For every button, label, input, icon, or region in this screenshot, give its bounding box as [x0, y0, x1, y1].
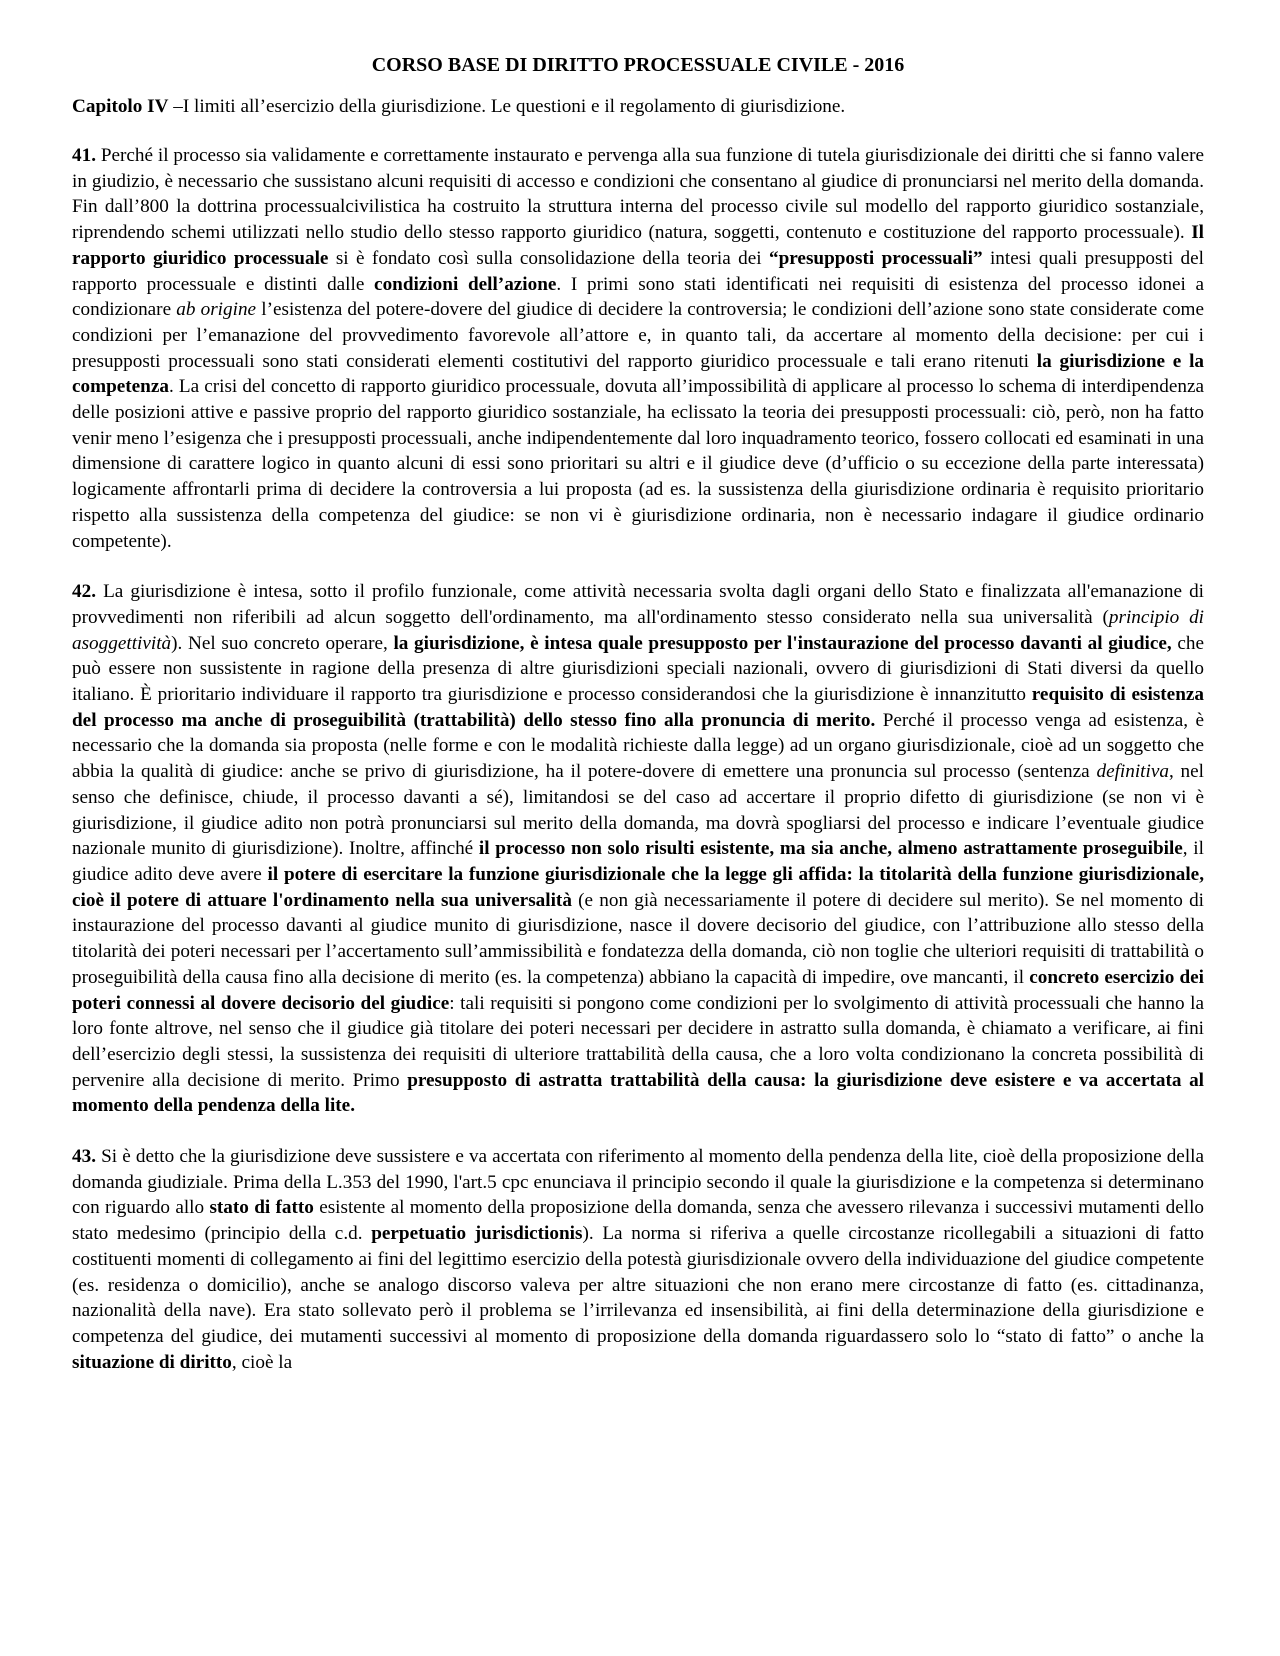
paragraph-number: 43. — [72, 1146, 96, 1168]
bold-run: condizioni dell’azione — [374, 273, 557, 295]
text-run: ). Nel suo concreto operare, — [171, 632, 394, 654]
bold-run: la giurisdizione e la competenza — [72, 350, 1204, 398]
text-run: : tali requisiti si pongono come condizioni per lo svolgimento di attività processuali che hanno la loro fonte altrove, nel senso che il giudice già titolare dei poteri necessari per decidere in astratto sulla domanda, è chiamato a verificare, ai fini dell’esercizio degli stessi, la sussistenza dei requisiti di ulteriore trattabilità della causa, che a loro volta condizionano la concreta possibilità di pervenire alla decisione di merito. Primo — [72, 992, 1204, 1091]
text-run: esistente al momento della proposizione della domanda, senza che avessero rilevanza i successivi mutamenti dello stato medesimo (principio della c.d. — [72, 1197, 1205, 1245]
bold-run: concreto esercizio dei poteri connessi al dovere decisorio del giudice — [72, 966, 1204, 1014]
text-run: che può essere non sussistente in ragione della presenza di altre giurisdizioni speciali nazionali, ovvero di giurisdizioni di Stati diversi da quello italiano. È prioritario individuare il rapporto tra giurisdizione e processo considerandosi che la giurisdizione è innanzitutto — [72, 632, 1204, 706]
text-run: ). La norma si riferiva a quelle circostanze ricollegabili a situazioni di fatto costituenti momenti di collegamento ai fini del legittimo esercizio della potestà giurisdizionale ovvero della individuazione del giudice competente (es. residenza o domicilio), anche se analogo discorso valeva per altre situazioni che non erano mere circostanze di fatto (es. cittadinanza, nazionalità della nave). Era stato sollevato però il problema se l’irrilevanza ed insensibilità, ai fini della determinazione della giurisdizione e competenza del giudice, dei mutamenti successivi al momento di proposizione della domanda riguardassero solo lo “stato di fatto” o anche la — [72, 1223, 1205, 1347]
bold-run: presupposto di astratta trattabilità della causa: la giurisdizione deve esistere e va accertata al momento della pendenza della lite. — [72, 1069, 1205, 1117]
italic-run: definitiva — [1096, 761, 1169, 783]
document-title: CORSO BASE DI DIRITTO PROCESSUALE CIVILE - 2016 — [371, 54, 905, 76]
bold-run: Il rapporto giuridico processuale — [72, 222, 1204, 269]
chapter-text: –I limiti all’esercizio della giurisdizione. Le questioni e il regolamento di giurisdizione. — [168, 96, 846, 117]
chapter-label: Capitolo IV — [72, 96, 169, 117]
text-run: Perché il processo sia validamente e correttamente instaurato e pervenga alla sua funzione di tutela giurisdizionale dei diritti che si fanno valere in giudizio, è necessario che sussistano alcuni requisiti di accesso e condizioni che consentano al giudice di pronunciarsi nel merito della domanda. Fin dall’800 la dottrina processualcivilistica ha costruito la struttura interna del processo civile sul modello del rapporto giuridico sostanziale, riprendendo schemi utilizzati nello studio dello stesso rapporto giuridico (natura, soggetti, contenuto e costituzione del rapporto processuale). — [72, 145, 1204, 244]
bold-run: requisito di esistenza del processo ma anche di proseguibilità (trattabilità) dello stesso fino alla pronuncia di merito. — [72, 684, 1204, 731]
paragraph-43 — [72, 1144, 1204, 1375]
text-run: , nel senso che definisce, chiude, il processo davanti a sé), limitandosi se del caso ad accertare il proprio difetto di giurisdizione (se non vi è giurisdizione, il giudice adito non potrà pronunciarsi sul merito della domanda, ma dovrà spogliarsi del processo e indicare l’eventuale giudice nazionale munito di giurisdizione). Inoltre, affinché — [72, 761, 1204, 860]
text-run: intesi quali presupposti del rapporto processuale e distinti dalle — [72, 247, 1204, 295]
bold-run: situazione di diritto — [72, 1351, 232, 1373]
bold-run: il potere di esercitare la funzione giurisdizionale che la legge gli affida: la titolarità della funzione giurisdizionale, cioè il potere di attuare l'ordinamento nella sua universalità — [72, 863, 1204, 911]
text-run: si è fondato così sulla consolidazione della teoria dei — [328, 247, 769, 269]
paragraph-41 — [72, 143, 1204, 554]
chapter-heading — [72, 94, 1204, 119]
text-run: . I primi sono stati identificati nei requisiti di esistenza del processo idonei a condizionare — [72, 273, 1204, 321]
bold-run: il processo non solo risulti esistente, ma sia anche, almeno astrattamente proseguibile — [478, 838, 1183, 860]
bold-run: “presupposti processuali” — [769, 247, 983, 269]
text-run: . La crisi del concetto di rapporto giuridico processuale, dovuta all’impossibilità di applicare al processo lo schema di interdipendenza delle posizioni attive e passive proprio del rapporto giuridico sostanziale, ha eclissato la teoria dei presupposti processuali: ciò, però, non ha fatto venir meno l’esigenza che i presupposti processuali, anche indipendentemente dal loro inquadramento teorico, fossero collocati ed esaminati in una dimensione di carattere logico in quanto alcuni di essi sono prioritari su altri e il giudice deve (d’ufficio o su eccezione della parte interessata) logicamente affrontarli prima di decidere la controversia a lui proposta (ad es. la sussistenza della giurisdizione ordinaria è requisito prioritario rispetto alla sussistenza della competenza del giudice: se non vi è giurisdizione ordinaria, non è necessario indagare il giudice ordinario competente). — [72, 376, 1204, 552]
bold-run: la giurisdizione, è intesa quale presupposto per l'instaurazione del processo davanti al giudice, — [393, 632, 1172, 654]
bold-run: stato di fatto — [209, 1197, 314, 1219]
text-run: l’esistenza del potere-dovere del giudice di decidere la controversia; le condizioni dell’azione sono state considerate come condizioni per l’emanazione del provvedimento favorevole all’attore e, in quanto tali, da accertare al momento della decisione: per cui i presupposti processuali sono stati considerati elementi costitutivi del rapporto giuridico processuale e tali erano ritenuti — [72, 299, 1204, 372]
bold-run: perpetuatio jurisdictionis — [371, 1223, 583, 1245]
text-run: , cioè la — [231, 1351, 293, 1373]
paragraph-number: 41. — [72, 145, 96, 166]
text-run: , il giudice adito deve avere — [72, 838, 1204, 885]
text-run: (e non già necessariamente il potere di decidere sul merito). Se nel momento di instaurazione del processo davanti al giudice munito di giurisdizione, nasce il dovere decisorio del giudice, con l’attribuzione allo stesso della titolarità dei poteri necessari per l’accertamento sull’ammissibilità e fondatezza della domanda, ciò non toglie che ulteriori requisiti di trattabilità o proseguibilità della causa fino alla decisione di merito (es. la competenza) abbiano la capacità di impedire, ove mancanti, il — [72, 889, 1204, 988]
text-run: Si è detto che la giurisdizione deve sussistere e va accertata con riferimento al momento della pendenza della lite, cioè della proposizione della domanda giudiziale. Prima della L.353 del 1990, l'art.5 cpc enunciava il principio secondo il quale la giurisdizione e la competenza si determinano con riguardo allo — [72, 1146, 1204, 1219]
text-run: La giurisdizione è intesa, sotto il profilo funzionale, come attività necessaria svolta dagli organi dello Stato e finalizzata all'emanazione di provvedimenti non riferibili ad alcun soggetto dell'ordinamento, ma all'ordinamento stesso considerato nella sua universalità ( — [72, 581, 1204, 628]
paragraph-42 — [72, 579, 1204, 1119]
paragraph-number: 42. — [72, 581, 96, 603]
italic-run: ab origine — [176, 299, 257, 321]
italic-run: principio di asoggettività — [72, 606, 1205, 654]
text-run: Perché il processo venga ad esistenza, è necessario che la domanda sia proposta (nelle forme e con le modalità richieste dalla legge) ad un organo giurisdizionale, cioè ad un soggetto che abbia la qualità di giudice: anche se privo di giurisdizione, ha il potere-dovere di emettere una pronuncia sul processo (sentenza — [72, 709, 1204, 783]
